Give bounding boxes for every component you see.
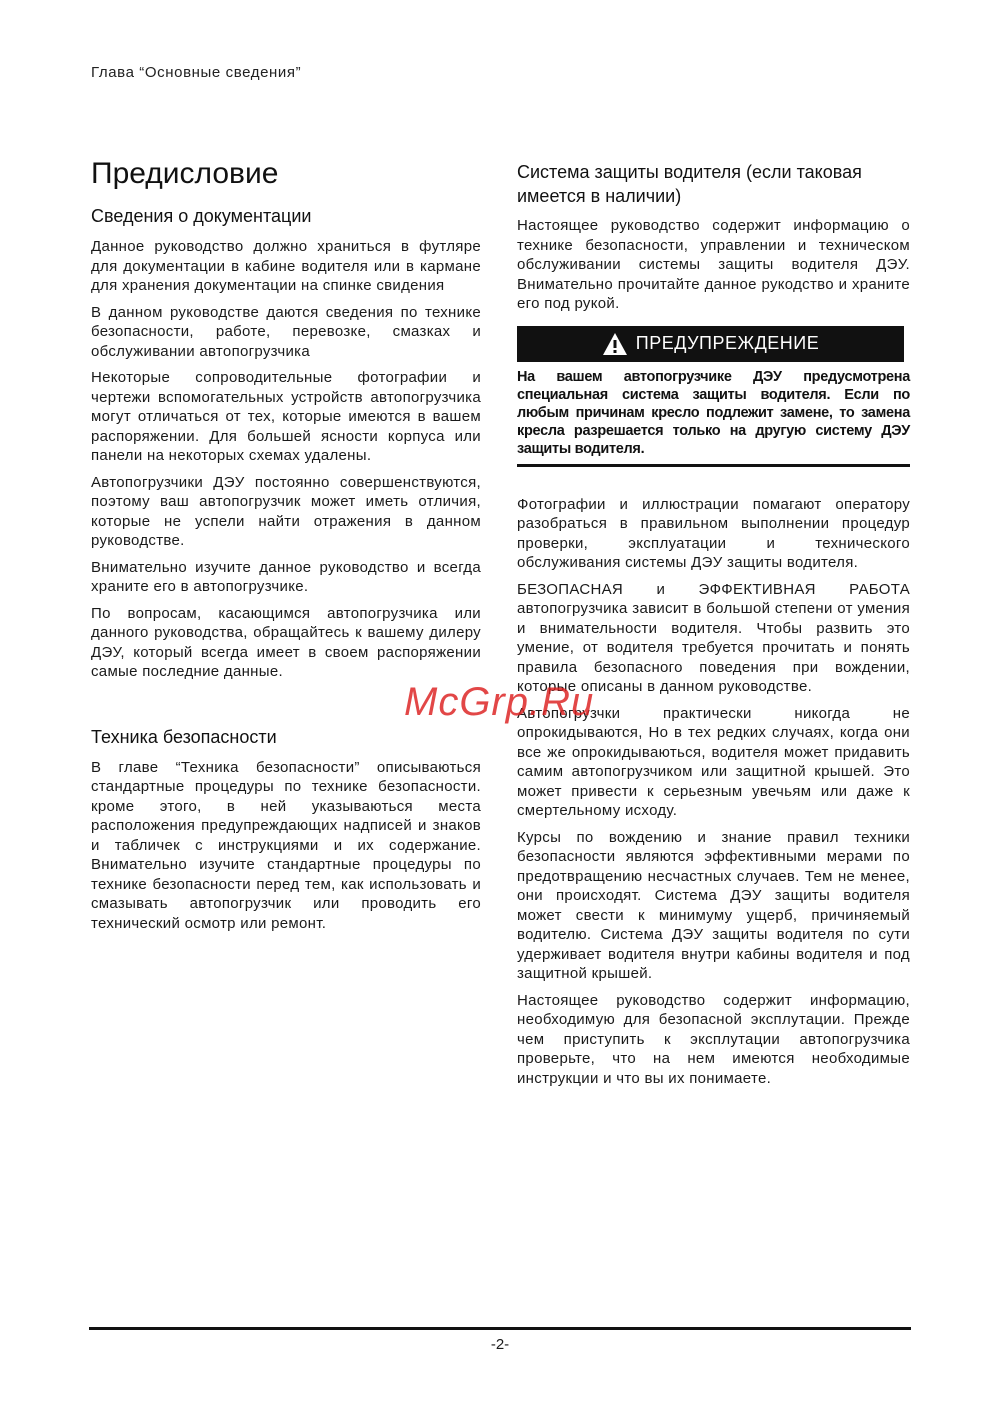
warning-text: На вашем автопогрузчике ДЭУ предусмотрена специальная система защиты водителя. Если по любым причинам кресло подлежит замене, то замена кресла разрешается только на другую систему ДЭУ защиты водителя. (517, 368, 910, 457)
footer-divider (89, 1327, 911, 1330)
paragraph: В главе “Техника безопасности” описываються стандартные процедуры по технике безопасности. кроме этого, в ней указываються места расположения предупреждающих надписей и знаков и табличек с инструкциями и их содержание. Внимательно изучите стандартные процедуры по технике безопасности перед тем, как использовать и смазывать автопогрузчик или проводить его технический осмотр или ремонт. (91, 758, 481, 932)
paragraph: БЕЗОПАСНАЯ и ЭФФЕКТИВНАЯ РАБОТА автопогрузчика зависит в большой степени от умения и внимательности водителя. Чтобы развить это умение, от водителя требуется прочитать и понять правила безопасного поведения при вождении, которые описаны в данном руководстве. (517, 580, 910, 695)
section-title-safety: Техника безопасности (91, 726, 277, 747)
paragraph: Некоторые сопроводительные фотографии и чертежи вспомогательных устройств автопогрузчика могут отличаться от тех, которые имеются в вашем распоряжении. Для большей ясности корпуса или панели на некоторых схемах удалены. (91, 369, 481, 464)
paragraph: Фотографии и иллюстрации помагают оператору разобраться в правильном выполнении процедур проверки, эксплуатации и технического обслуживания системы ДЭУ защиты водителя. (517, 495, 910, 571)
paragraph: В данном руководстве даются сведения по технике безопасности, работе, перевозке, смазках и обслуживании автопогрузчика (91, 303, 481, 360)
warning-divider (517, 464, 910, 467)
warning-triangle-icon (602, 332, 628, 356)
paragraph: Настоящее руководство содержит информацию о технике безопасности, управлении и техническом обслуживании системы защиты водителя ДЭУ. Внимательно прочитайте данное рукодство и храните его под рукой. (517, 217, 910, 312)
paragraph: Внимательно изучите данное руководство и всегда храните его в автопогрузчике. (91, 558, 481, 595)
paragraph: Автопогрузчки практически никогда не опрокидываются, Но в тех редких случаях, когда они все же опрокидываються, водителя может придавить самим автопогрузчиком или защитной крышей. Это может привести к серьезным увечьям или даже к смертельному исходу. (517, 704, 910, 819)
warning-banner (517, 326, 904, 362)
paragraph: По вопросам, касающимся автопогрузчика или данного руководства, обращайтесь к вашему дилеру ДЭУ, который всегда имеет в своем распоряжении самые последние данные. (91, 604, 481, 680)
left-column (91, 155, 481, 940)
section-title-driver-protection: Система защиты водителя (если таковая имеется в наличии) (517, 162, 862, 206)
paragraph: Настоящее руководство содержит информацию, необходимую для безопасной эксплутации. Прежде чем приступить к эксплутации автопогрузчика проверьте, что на нем имеются необходимые инструкции и что вы их понимаете. (517, 991, 910, 1087)
right-column (517, 160, 910, 1095)
paragraph: Курсы по вождению и знание правил техники безопасности являются эффективными мерами по предотвращению несчастных случаев. Тем не менее, они происходят. Система ДЭУ защиты водителя может свести к минимуму ущерб, причиняемый водителю. Система ДЭУ защиты водителя по сути удерживает водителя внутри кабины водителя и под защитной крышей. (517, 828, 910, 982)
page-title: Предисловие (91, 157, 279, 190)
page-number: -2- (490, 1336, 510, 1353)
paragraph: Автопогрузчики ДЭУ постоянно совершенствуются, поэтому ваш автопогрузчик может иметь отличия, которые не успели найти отражения в данном руководстве. (91, 473, 481, 549)
chapter-header: Глава “Основные сведения” (91, 64, 302, 81)
section-title-documentation: Сведения о документации (91, 206, 312, 226)
warning-label: ПРЕДУПРЕЖДЕНИЕ (635, 333, 820, 353)
watermark: McGrp.Ru (404, 680, 595, 724)
paragraph: Данное руководство должно храниться в футляре для документации в кабине водителя или в кармане для хранения документации на спинке свидения (91, 238, 481, 294)
